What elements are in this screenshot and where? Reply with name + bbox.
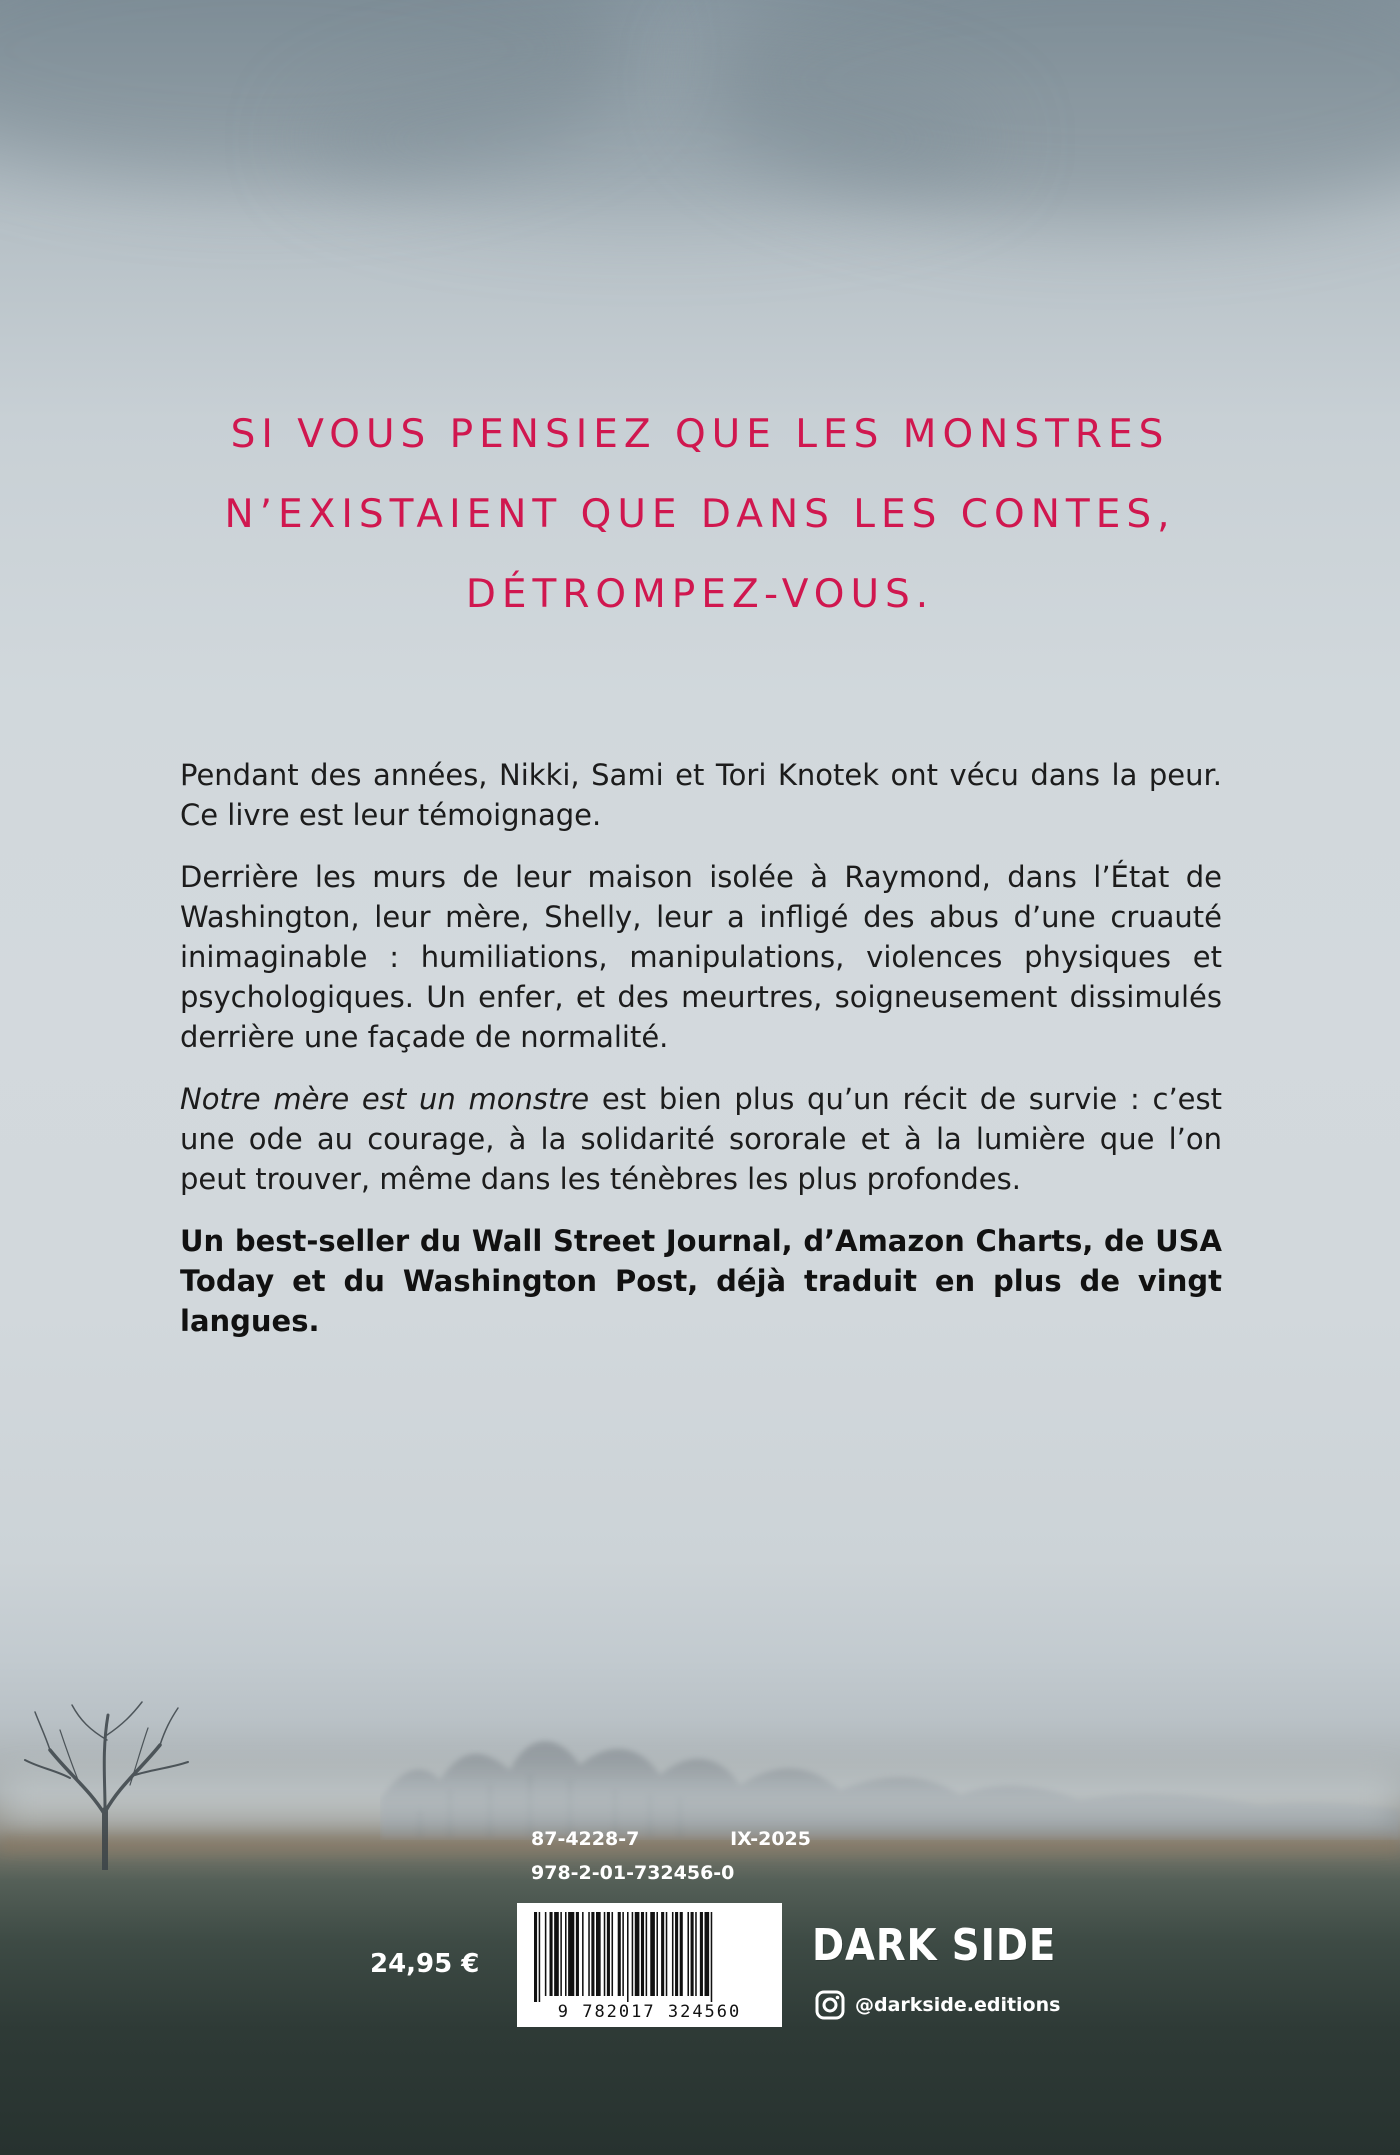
barcode xyxy=(517,1903,782,2027)
tagline xyxy=(150,395,1250,635)
instagram-handle: @darkside.editions xyxy=(855,1994,1061,2016)
barcode-bar xyxy=(632,1912,634,1996)
barcode-bar xyxy=(560,1912,562,1996)
barcode-bar xyxy=(700,1912,703,1996)
cloud xyxy=(300,60,1000,220)
barcode-bar xyxy=(650,1912,655,1996)
blurb xyxy=(180,755,1222,1363)
tagline-line-1: SI VOUS PENSIEZ QUE LES MONSTRES xyxy=(230,412,1170,457)
barcode-bar xyxy=(554,1912,559,1996)
barcode-bar xyxy=(582,1912,584,1996)
blurb-paragraph-3 xyxy=(180,1079,1222,1199)
barcode-bar xyxy=(612,1912,614,1996)
book-title: Notre mère est un monstre xyxy=(180,1082,590,1116)
barcode-bar xyxy=(646,1912,648,1996)
product-codes xyxy=(531,1822,811,1890)
barcode-bar xyxy=(711,1912,713,2002)
tagline-line-3: DÉTROMPEZ-VOUS. xyxy=(465,572,935,617)
isbn: 978-2-01-732456-0 xyxy=(531,1862,735,1884)
barcode-bars xyxy=(520,1906,779,2004)
price: 24,95 € xyxy=(370,1949,480,1979)
barcode-bar xyxy=(534,1912,537,2002)
barcode-bar xyxy=(705,1912,710,1996)
barcode-bar xyxy=(618,1912,621,1996)
barcode-bar xyxy=(695,1912,697,1996)
barcode-bar xyxy=(656,1912,658,1996)
barcode-bar xyxy=(622,1912,624,1996)
barcode-bar xyxy=(691,1912,694,1996)
barcode-bar xyxy=(545,1912,547,1996)
barcode-bar xyxy=(539,1912,541,2002)
lone-tree xyxy=(10,1690,200,1870)
barcode-bar xyxy=(627,1912,629,2002)
barcode-bar xyxy=(635,1912,640,1996)
barcode-bar xyxy=(550,1912,553,1996)
barcode-bar xyxy=(596,1912,601,1996)
tagline-line-2: N’EXISTAIENT QUE DANS LES CONTES, xyxy=(224,492,1176,537)
edition-code: IX-2025 xyxy=(730,1828,811,1850)
barcode-bar xyxy=(568,1912,574,1996)
blurb-paragraph-1: Pendant des années, Nikki, Sami et Tori Knotek ont vécu dans la peur. Ce livre est leur témoignage. xyxy=(180,758,1222,832)
barcode-bar xyxy=(675,1912,678,1996)
blurb-paragraph-3-text: est bien plus qu’un récit de survie : c’est une ode au courage, à la solidarité sororale et à la lumière que l’on peut trouver, même dans les ténèbres les plus profondes. xyxy=(180,1082,1223,1196)
barcode-bar xyxy=(576,1912,579,1996)
publisher-logo: DARK SIDE xyxy=(812,1920,1057,1971)
instagram-icon xyxy=(815,1990,845,2020)
product-code: 87-4228-7 xyxy=(531,1828,640,1850)
blurb-paragraph-2: Derrière les murs de leur maison isolée à Raymond, dans l’État de Washington, leur mère, Shelly, leur a infligé des abus d’une cruauté inimaginable : humiliations, manipulations, violences physiques et psychologiques. Un enfer, et des meurtres, soigneusement dissimulés derrière une façade de normalité. xyxy=(180,860,1222,1054)
barcode-number: 9 782017 324560 xyxy=(557,2002,742,2022)
barcode-bar xyxy=(680,1912,683,1996)
barcode-bar xyxy=(666,1912,668,1996)
barcode-bar xyxy=(565,1912,567,1996)
barcode-bar xyxy=(687,1912,689,1996)
barcode-bar xyxy=(588,1912,590,1996)
barcode-bar xyxy=(591,1912,594,1996)
barcode-bar xyxy=(641,1912,644,1996)
blurb-paragraph-4: Un best-seller du Wall Street Journal, d’Amazon Charts, de USA Today et du Washington Post, déjà traduit en plus de vingt langues. xyxy=(180,1224,1222,1338)
mist-band xyxy=(0,1780,1400,1825)
barcode-bar xyxy=(661,1912,664,1996)
barcode-bar xyxy=(672,1912,674,1996)
instagram-link[interactable] xyxy=(815,1990,1060,2020)
barcode-bar xyxy=(607,1912,610,1996)
barcode-bar xyxy=(604,1912,606,1996)
